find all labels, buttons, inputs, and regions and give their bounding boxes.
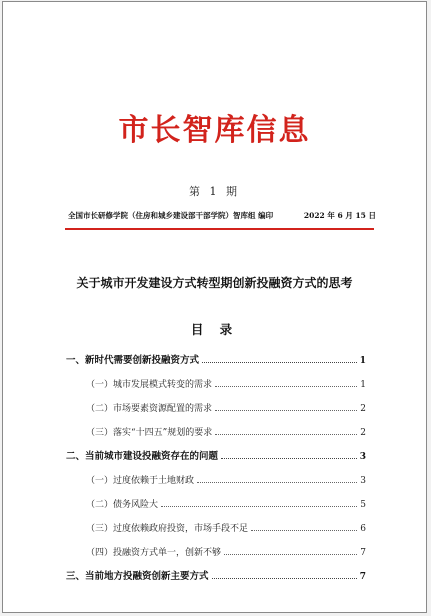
toc-entry-page: 5 — [360, 500, 366, 510]
toc-entry[interactable] — [66, 366, 366, 390]
toc-dot-leader — [224, 554, 357, 555]
toc-dot-leader — [221, 458, 357, 459]
toc-entry-page: 1 — [359, 356, 366, 366]
document-page — [2, 1, 427, 613]
toc-entry-text: （一）过度依赖于土地财政 — [86, 476, 195, 486]
toc-entry-page: 3 — [360, 476, 366, 486]
publish-date: 2022 年 6 月 15 日 — [303, 211, 376, 220]
toc-entry-text: （二）市场要素资源配置的需求 — [86, 404, 213, 414]
toc-dot-leader — [215, 410, 357, 411]
toc-entry-page: 2 — [360, 428, 366, 438]
toc-entry-page: 1 — [360, 380, 366, 390]
article-title: 关于城市开发建设方式转型期创新投融资方式的思考 — [76, 276, 353, 290]
toc-dot-leader — [212, 578, 357, 579]
toc-entry-text: （三）落实“十四五”规划的要求 — [86, 428, 213, 438]
toc-entry-text: （一）城市发展模式转变的需求 — [86, 380, 213, 390]
toc-entry[interactable] — [66, 534, 366, 558]
toc-entry[interactable] — [66, 558, 366, 582]
toc-entry-page: 6 — [360, 524, 366, 534]
toc-entry[interactable] — [66, 390, 366, 414]
toc-dot-leader — [215, 434, 357, 435]
toc-entry-page: 7 — [360, 548, 366, 558]
toc-entry-text: （三）过度依赖政府投资，市场手段不足 — [86, 524, 249, 534]
toc-dot-leader — [251, 530, 357, 531]
toc-dot-leader — [202, 362, 357, 363]
publisher: 全国市长研修学院（住房和城乡建设部干部学院）智库组 编印 — [68, 211, 274, 220]
toc-entry-page: 3 — [359, 452, 366, 462]
toc-entry[interactable] — [66, 438, 366, 462]
toc-entry-text: 二、当前城市建设投融资存在的问题 — [66, 451, 219, 462]
toc-entry-page: 2 — [360, 404, 366, 414]
toc-entry-text: （二）债务风险大 — [86, 500, 159, 510]
toc-entry-text: 一、新时代需要创新投融资方式 — [66, 355, 200, 366]
toc-entry-text: 三、当前地方投融资创新主要方式 — [66, 571, 209, 582]
toc-dot-leader — [215, 386, 357, 387]
toc-entry-page: 7 — [359, 572, 366, 582]
toc-entry[interactable] — [66, 486, 366, 510]
table-of-contents — [66, 342, 366, 582]
issue-number: 第 1 期 — [189, 185, 240, 198]
toc-dot-leader — [161, 506, 357, 507]
toc-entry[interactable] — [66, 342, 366, 366]
masthead-title: 市长智库信息 — [118, 113, 311, 148]
publisher-line — [68, 210, 376, 221]
toc-heading: 目 录 — [190, 322, 239, 337]
toc-entry[interactable] — [66, 510, 366, 534]
toc-entry[interactable] — [66, 462, 366, 486]
toc-entry-text: （四）投融资方式单一，创新不够 — [86, 548, 222, 558]
toc-dot-leader — [197, 482, 357, 483]
red-divider — [65, 228, 374, 230]
toc-entry[interactable] — [66, 414, 366, 438]
